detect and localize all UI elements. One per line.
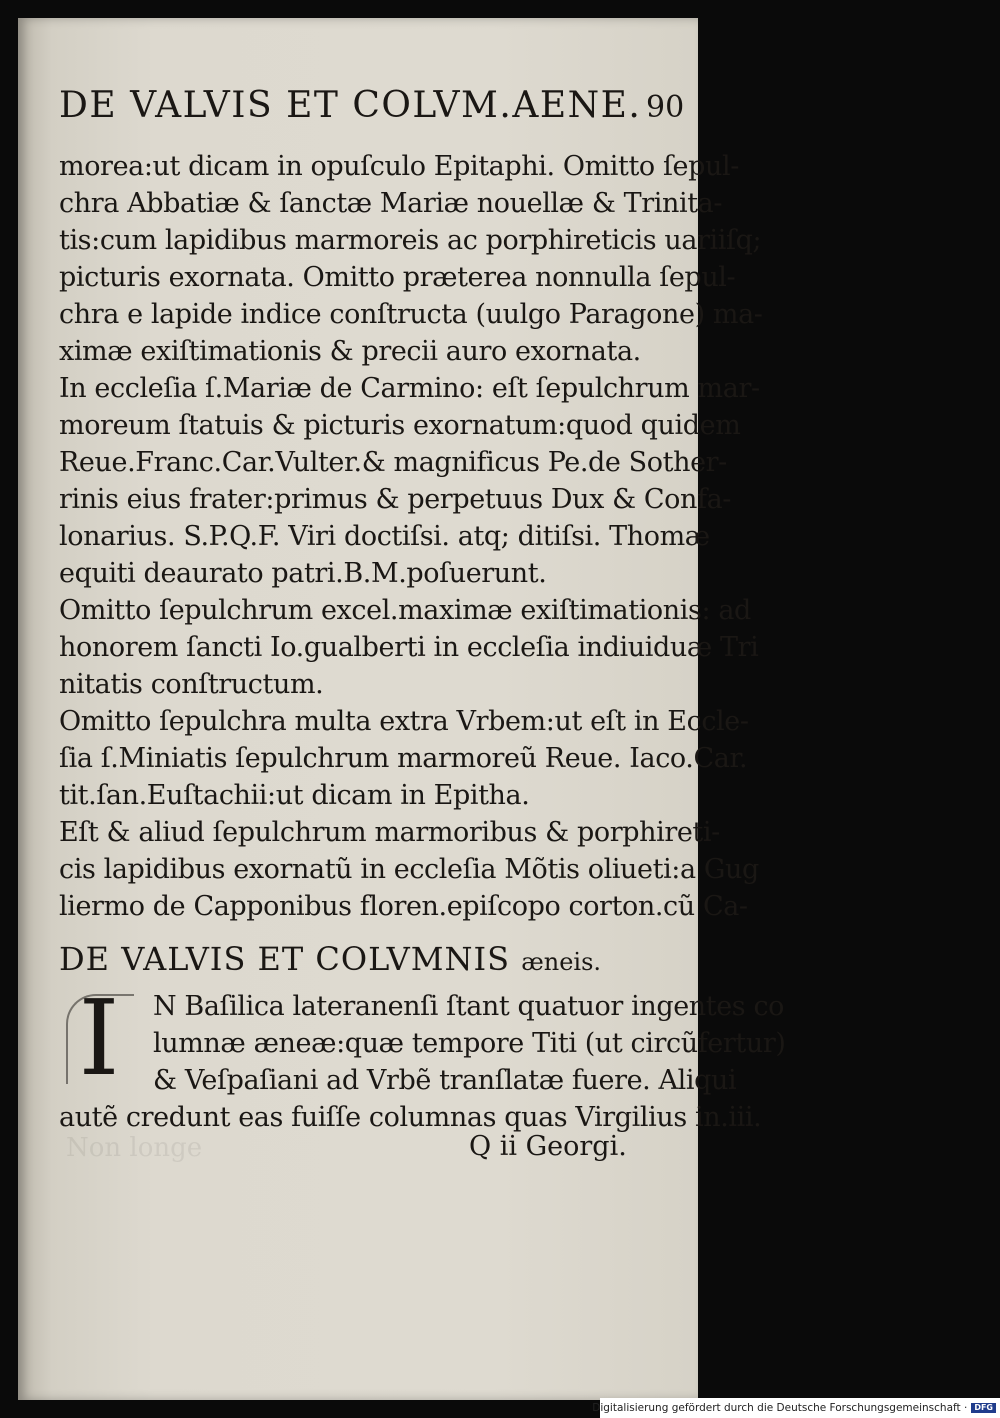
text-line-8: moreum ſtatuis & picturis exornatum:quod quidem [59,410,741,441]
text-line-20: cis lapidibus exornatũ in eccleſia Mõtis oliueti:a Gug [59,854,759,885]
catchword: Q ii Georgi. [469,1131,627,1162]
text-line-2: chra Abbatiæ & ſanctæ Mariæ nouellæ & Trinita- [59,188,723,219]
text-line-11: lonarius. S.P.Q.F. Viri doctiſsi. atq; ditiſsi. Thomæ [59,521,710,552]
text-line-13: Omitto ſepulchrum excel.maximæ exiſtimationis: ad [59,595,751,626]
section-heading [59,940,602,978]
text-line-3: tis:cum lapidibus marmoreis ac porphireticis uariiſq; [59,225,762,256]
page-number: 90 [646,90,685,125]
section-heading-tail: æneis. [521,948,602,976]
initial-text-line-3: & Veſpaſiani ad Vrbẽ tranſlatæ fuere. Aliqui [153,1065,737,1096]
initial-letter-glyph: I [78,977,120,1099]
initial-text-line-1: N Baſilica lateranenſi ſtant quatuor ingentes co [153,991,785,1022]
text-line-5: chra e lapide indice conſtructa (uulgo Paragone) ma- [59,299,763,330]
text-line-19: Eſt & aliud ſepulchrum marmoribus & porphireti- [59,817,720,848]
footer-credit: Digitalisierung gefördert durch die Deutsche Forschungsgemeinschaft · [592,1402,968,1414]
dfg-logo-icon: DFG [971,1403,996,1413]
text-line-7: In eccleſia ſ.Mariæ de Carmino: eſt ſepulchrum mar- [59,373,760,404]
text-line-12: equiti deaurato patri.B.M.poſuerunt. [59,558,547,589]
text-line-16: Omitto ſepulchra multa extra Vrbem:ut eſt in Eccle- [59,706,749,737]
text-line-9: Reue.Franc.Car.Vulter.& magnificus Pe.de Sother- [59,447,727,478]
digitization-footer [592,1398,1000,1418]
bleed-through-text: Non longe [66,1133,203,1163]
final-text-line: autẽ credunt eas fuiſſe columnas quas Virgilius in.iii. [59,1102,762,1133]
running-title: DE VALVIS ET COLVM.AENE. [59,85,642,126]
text-line-17: ſia ſ.Miniatis ſepulchrum marmoreũ Reue. Iaco.Car. [59,743,748,774]
section-heading-main: DE VALVIS ET COLVMNIS [59,940,511,978]
text-line-4: picturis exornata. Omitto præterea nonnulla ſepul- [59,262,736,293]
text-line-21: liermo de Capponibus floren.epiſcopo corton.cũ Ca- [59,891,748,922]
book-page [18,18,786,1400]
text-line-15: nitatis conſtructum. [59,669,324,700]
text-line-10: rinis eius frater:primus & perpetuus Dux & Confa- [59,484,732,515]
text-line-6: ximæ exiſtimationis & precii auro exornata. [59,336,641,367]
initial-text-line-2: lumnæ æneæ:quæ tempore Titi (ut circũfertur) [153,1028,786,1059]
text-line-14: honorem ſancti Io.gualberti in eccleſia indiuiduæ Tri [59,632,759,663]
text-line-18: tit.ſan.Euſtachii:ut dicam in Epitha. [59,780,530,811]
text-line-1: morea:ut dicam in opuſculo Epitaphi. Omitto ſepul- [59,151,739,182]
initial-flourish [66,994,134,1084]
decorated-initial [64,977,134,1099]
